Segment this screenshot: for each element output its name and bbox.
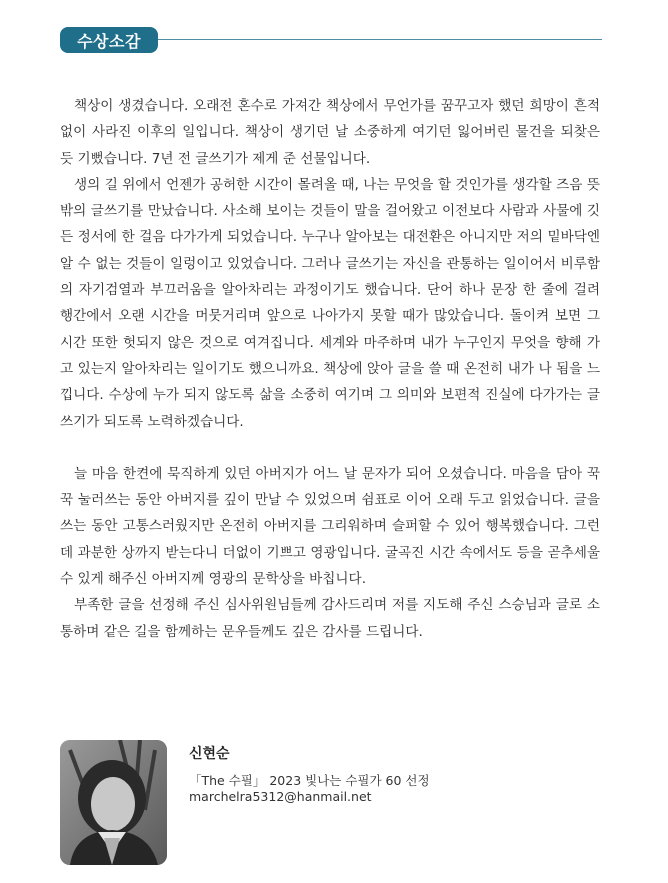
header-rule: [156, 39, 602, 40]
section-title-badge: 수상소감: [60, 27, 158, 53]
author-info: [189, 743, 430, 805]
section-header: [60, 27, 602, 53]
paragraph-3: 늘 마음 한켠에 묵직하게 있던 아버지가 어느 날 문자가 되어 오셨습니다. 마음을 담아 꾹꾹 눌러쓰는 동안 아버지를 깊이 만날 수 있었으며 쉼표로 이어 오래 두고 읽었습니다. 글을 쓰는 동안 고통스러웠지만 온전히 아버지를 그리워하며 슬퍼할 수 있어 행복했습니다. 그런데 과분한 상까지 받는다니 더없이 기쁘고 영광입니다. 굴곡진 시간 속에서도 등을 곧추세울 수 있게 해주신 아버지께 영광의 문학상을 바칩니다.: [60, 465, 600, 588]
paragraph-1: 책상이 생겼습니다. 오래전 혼수로 가져간 책상에서 무언가를 꿈꾸고자 했던 희망이 흔적 없이 사라진 이후의 일입니다. 책상이 생기던 날 소중하게 여기던 잃어버린 물건을 되찾은 듯 기뻤습니다. 7년 전 글쓰기가 제게 준 선물입니다.: [60, 98, 600, 167]
author-photo: [60, 740, 167, 865]
paragraph-4: 부족한 글을 선정해 주신 심사위원님들께 감사드리며 저를 지도해 주신 스승님과 글로 소통하며 같은 길을 함께하는 문우들께도 깊은 감사를 드립니다.: [60, 597, 600, 640]
author-portrait-icon: [60, 740, 167, 865]
author-email[interactable]: marchelra5312@hanmail.net: [189, 789, 372, 804]
author-name: 신현순: [189, 746, 230, 762]
paragraph-2: 생의 길 위에서 언젠가 공허한 시간이 몰려올 때, 나는 무엇을 할 것인가를 생각할 즈음 뜻밖의 글쓰기를 만났습니다. 사소해 보이는 것들이 말을 걸어왔고 이전보다 사람과 사물에 깃든 정서에 한 걸음 다가가게 되었습니다. 누구나 알아보는 대전환은 아니지만 저의 밑바닥엔 알 수 없는 것들이 일렁이고 있었습니다. 그러나 글쓰기는 자신을 관통하는 일이어서 비루함의 자기검열과 부끄러움을 알아차리는 과정이기도 했습니다. 단어 하나 문장 한 줄에 걸려 행간에서 오랜 시간을 머뭇거리며 앞으로 나아가지 못할 때가 많았습니다. 돌이켜 보면 그 시간 또한 헛되지 않은 것으로 여겨집니다. 세계와 마주하며 내가 누구인지 무엇을 향해 가고 있는지 알아차리는 일이기도 했으니까요. 책상에 앉아 글을 쓸 때 온전히 내가 나 됨을 느낍니다. 수상에 누가 되지 않도록 삶을 소중히 여기며 그 의미와 보편적 진실에 다가가는 글쓰기가 되도록 노력하겠습니다.: [60, 176, 600, 430]
author-credit: 「The 수필」 2023 빛나는 수필가 60 선정: [189, 773, 430, 788]
paragraph-gap: [60, 435, 600, 461]
acceptance-speech-body: [60, 93, 600, 645]
